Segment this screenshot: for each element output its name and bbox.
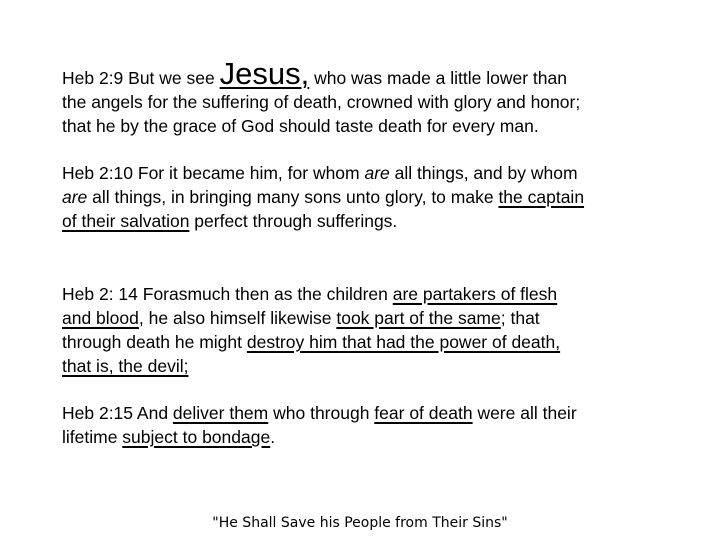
verse-heb-2-10 <box>62 161 672 233</box>
text-segment: are <box>364 163 390 183</box>
text-segment: Heb 2:15 And <box>62 403 173 423</box>
text-segment: who was made a little lower than <box>309 68 567 88</box>
verse-heb-2-14 <box>62 282 672 378</box>
verse-line <box>62 401 672 425</box>
verse-line <box>62 425 672 449</box>
underlined-phrase: fear of death <box>374 403 473 423</box>
verse-line <box>62 56 672 91</box>
text-segment: all things, in bringing many sons unto glory, to make <box>87 187 499 207</box>
verse-line <box>62 209 672 233</box>
verse-line <box>62 161 672 185</box>
text-segment: . <box>270 427 276 447</box>
underlined-phrase: are partakers of flesh <box>392 284 558 304</box>
verse-line <box>62 330 672 354</box>
verse-heb-2-15 <box>62 401 672 449</box>
text-segment: the angels for the suffering of death, crowned with glory and honor; <box>62 92 581 112</box>
text-segment: Heb 2: 14 Forasmuch then as the children <box>62 284 393 304</box>
underlined-phrase: subject to bondage <box>122 427 271 447</box>
verse-line <box>62 354 672 378</box>
underlined-phrase: took part of the same <box>336 308 501 328</box>
text-segment: ; that <box>500 308 540 328</box>
underlined-phrase: that is, the devil; <box>62 356 189 376</box>
text-segment: that he by the grace of God should taste death for every man. <box>62 116 539 136</box>
text-segment: Heb 2:10 For it became him, for whom <box>62 163 365 183</box>
verse-line <box>62 306 672 330</box>
text-segment: Heb 2:9 But we see <box>62 68 220 88</box>
underlined-phrase: Jesus, <box>219 56 310 91</box>
underlined-phrase: of their salvation <box>62 211 190 231</box>
underlined-phrase: deliver them <box>172 403 269 423</box>
underlined-phrase: the captain <box>498 187 585 207</box>
verse-line <box>62 90 672 114</box>
text-segment: perfect through sufferings. <box>189 211 398 231</box>
footer-caption: "He Shall Save his People from Their Sins" <box>212 515 508 531</box>
text-segment: who through <box>268 403 375 423</box>
verse-line <box>62 185 672 209</box>
verse-line <box>62 282 672 306</box>
underlined-phrase: destroy him that had the power of death, <box>246 332 561 352</box>
text-segment: all things, and by whom <box>389 163 578 183</box>
text-segment: are <box>62 187 88 207</box>
text-segment: were all their <box>472 403 577 423</box>
text-segment: , he also himself likewise <box>138 308 337 328</box>
underlined-phrase: and blood <box>62 308 139 328</box>
verse-heb-2-9 <box>62 56 672 138</box>
text-segment: through death he might <box>62 332 247 352</box>
text-segment: lifetime <box>62 427 123 447</box>
verse-line <box>62 114 672 138</box>
